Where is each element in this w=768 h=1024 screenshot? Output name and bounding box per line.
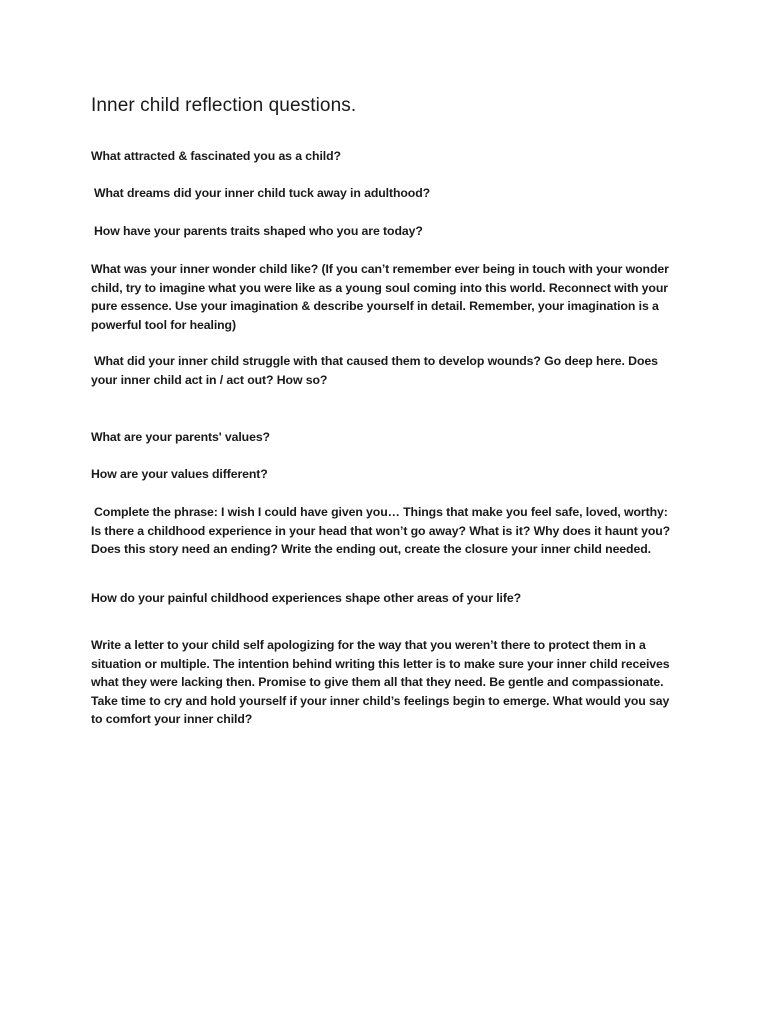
question-parents-values: What are your parents' values?	[91, 430, 270, 444]
page-title: Inner child reflection questions.	[91, 95, 357, 116]
question-complete-phrase: Complete the phrase: I wish I could have given you… Things that make you feel safe, loved, worthy: Is there a childhood experience in your head that won’t go away? What is it? Why does it haunt you? Does this story need an ending? Write the ending out, create the closure your inner child needed.	[91, 505, 671, 557]
question-dreams: What dreams did your inner child tuck away in adulthood?	[94, 186, 431, 200]
question-attracted: What attracted & fascinated you as a child?	[91, 149, 341, 163]
question-letter: Write a letter to your child self apologizing for the way that you weren’t there to protect them in a situation or multiple. The intention behind writing this letter is to make sure your inner child receives what they were lacking then. Promise to give them all that they need. Be gentle and compassionate. Take time to cry and hold yourself if your inner child’s feelings begin to emerge. What would you say to comfort your inner child?	[91, 638, 670, 727]
question-parents-traits: How have your parents traits shaped who you are today?	[94, 224, 423, 238]
question-painful-experiences: How do your painful childhood experiences shape other areas of your life?	[91, 591, 522, 605]
question-wonder-child: What was your inner wonder child like? (If you can’t remember ever being in touch with your wonder child, try to imagine what you were like as a young soul coming into this world. Reconnect with your pure essence. Use your imagination & describe yourself in detail. Remember, your imagination is a powerful tool for healing)	[91, 262, 669, 332]
question-struggle: What did your inner child struggle with that caused them to develop wounds? Go deep here. Does your inner child act in / act out? How so?	[91, 354, 658, 387]
question-values-different: How are your values different?	[91, 467, 268, 481]
